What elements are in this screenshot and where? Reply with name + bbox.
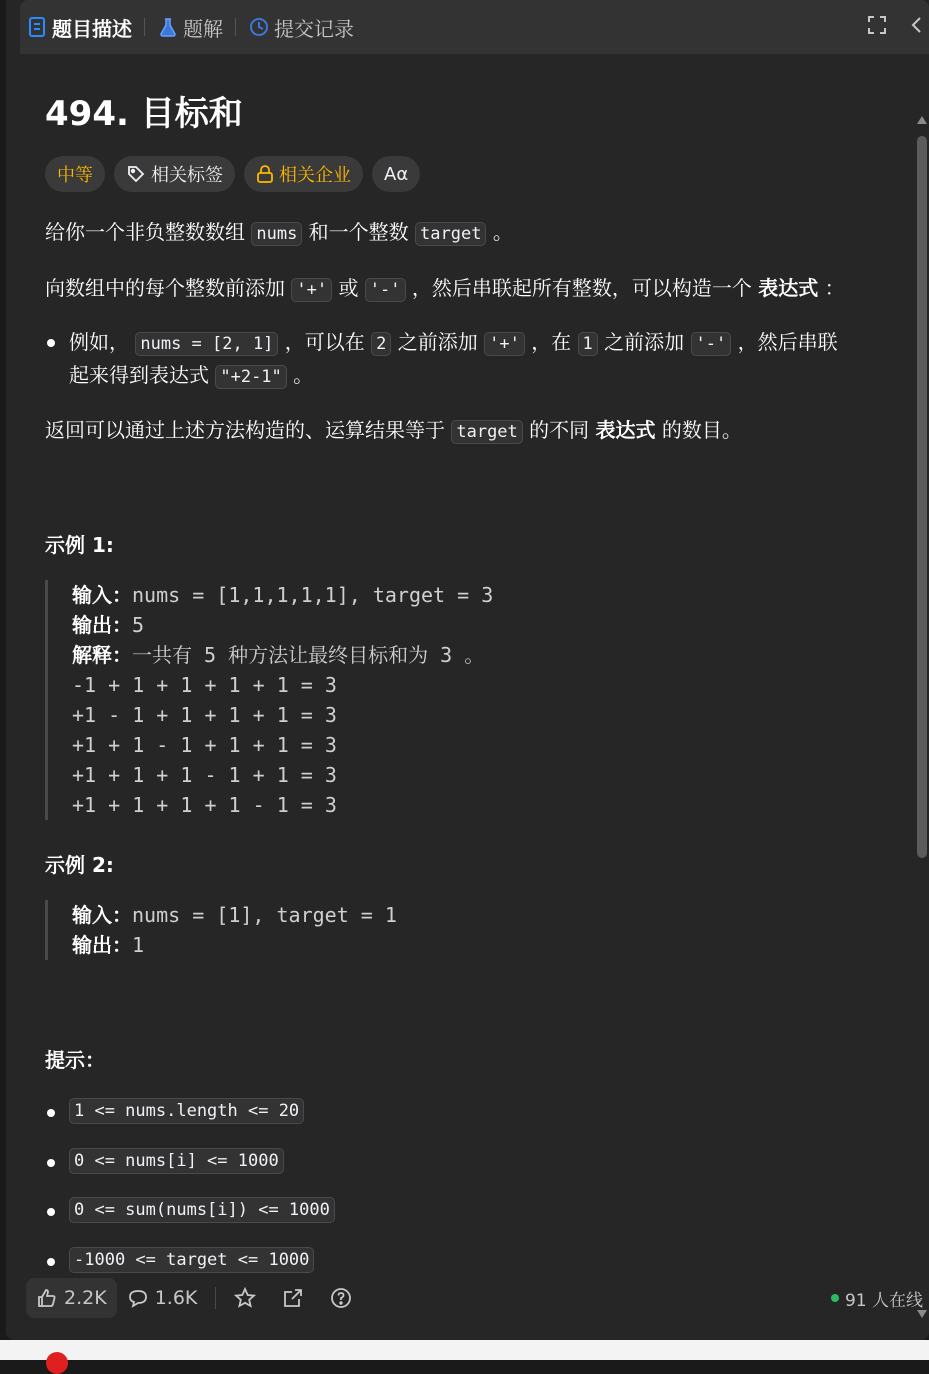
text: 之前添加: [604, 330, 685, 354]
tab-solutions[interactable]: [151, 0, 229, 54]
favorite-button[interactable]: [224, 1278, 272, 1318]
explain-line: +1 + 1 + 1 + 1 - 1 = 3: [72, 793, 337, 817]
inline-code: '-': [365, 278, 406, 302]
text: 。: [293, 363, 314, 387]
bullet-dot: [47, 1109, 55, 1117]
inline-code: 0 <= nums[i] <= 1000: [69, 1148, 284, 1174]
bullet-dot: [47, 339, 55, 347]
bold-text: 表达式: [758, 276, 819, 300]
inline-code: -1000 <= target <= 1000: [69, 1247, 314, 1273]
fullscreen-icon[interactable]: [867, 15, 887, 39]
inline-code: 1 <= nums.length <= 20: [69, 1098, 304, 1124]
scrollbar-thumb[interactable]: [917, 136, 927, 858]
text: 和一个整数: [308, 220, 409, 244]
text: 起来得到表达式: [69, 363, 209, 387]
related-tags-label: 相关标签: [151, 165, 223, 186]
output-label: 输出：: [72, 933, 132, 957]
bold-text: 表达式: [595, 418, 656, 442]
question-icon: [330, 1287, 352, 1309]
explain-line: -1 + 1 + 1 + 1 + 1 = 3: [72, 673, 337, 697]
online-label: 91 人在线: [844, 1290, 923, 1311]
inline-code: '+': [291, 278, 332, 302]
inline-code: '+': [484, 332, 525, 356]
description-paragraph-3: [45, 414, 742, 449]
text: 的不同: [529, 418, 590, 442]
related-tags-button[interactable]: [114, 156, 235, 192]
inline-code: nums: [251, 222, 302, 246]
tab-label: 题目描述: [52, 16, 132, 41]
flask-icon: [157, 16, 179, 38]
comments-button[interactable]: [117, 1278, 208, 1318]
inline-code: "+2-1": [215, 365, 286, 389]
inline-code: nums = [2, 1]: [135, 332, 278, 356]
share-button[interactable]: [272, 1278, 320, 1318]
inline-code: 1: [578, 332, 598, 356]
bullet-dot: [47, 1208, 55, 1216]
translate-icon: Aα: [384, 163, 409, 185]
related-companies-button[interactable]: [244, 156, 363, 192]
like-count: 2.2K: [64, 1287, 107, 1309]
text: 的数目。: [661, 418, 742, 442]
input-label: 输入：: [72, 583, 132, 607]
tab-description[interactable]: [20, 0, 138, 54]
tab-submissions[interactable]: [242, 0, 360, 54]
difficulty-badge: [45, 156, 105, 192]
text: 例如，: [69, 330, 129, 354]
description-paragraph-2: [45, 272, 845, 307]
inline-code: '-': [691, 332, 732, 356]
difficulty-label: 中等: [57, 165, 93, 186]
tab-divider: [144, 18, 145, 36]
text: 向数组中的每个整数前添加: [45, 276, 285, 300]
tag-row: [45, 156, 420, 192]
text: ，可以在: [284, 330, 365, 354]
inline-code: target: [415, 222, 486, 246]
like-button[interactable]: [26, 1278, 117, 1318]
inline-code: 2: [371, 332, 391, 356]
comment-count: 1.6K: [154, 1287, 198, 1309]
explain-value: 一共有 5 种方法让最终目标和为 3 。: [132, 643, 485, 667]
scrollbar[interactable]: [915, 54, 929, 1276]
output-value: 1: [132, 933, 145, 957]
lock-icon: [256, 164, 274, 184]
example-2-heading: 示例 2:: [45, 853, 114, 877]
explain-label: 解释：: [72, 643, 132, 667]
text: 返回可以通过上述方法构造的、运算结果等于: [45, 418, 445, 442]
font-toggle-button[interactable]: [372, 156, 420, 192]
constraints-heading: 提示：: [45, 1048, 105, 1072]
comment-icon: [127, 1287, 149, 1309]
text: ，在: [531, 330, 572, 354]
related-companies-label: 相关企业: [279, 165, 351, 186]
bullet-dot: [47, 1159, 55, 1167]
tab-label: 题解: [183, 16, 223, 41]
output-value: 5: [132, 613, 145, 637]
star-icon: [234, 1287, 256, 1309]
explain-line: +1 - 1 + 1 + 1 + 1 = 3: [72, 703, 337, 727]
text: 。: [492, 220, 513, 244]
online-status-dot: [831, 1294, 839, 1302]
toolbar-divider: [215, 1287, 216, 1309]
problem-content: [20, 54, 915, 1276]
share-icon: [282, 1287, 304, 1309]
help-button[interactable]: [320, 1278, 368, 1318]
tab-divider: [235, 18, 236, 36]
history-icon: [248, 16, 270, 38]
problem-panel: [6, 0, 929, 1340]
input-value: nums = [1,1,1,1,1], target = 3: [132, 583, 494, 607]
tab-label: 提交记录: [274, 16, 354, 41]
inline-code: 0 <= sum(nums[i]) <= 1000: [69, 1197, 335, 1223]
inline-code: target: [451, 420, 522, 444]
description-icon: [26, 16, 48, 38]
scroll-up-arrow-icon[interactable]: [917, 116, 927, 124]
text: 之前添加: [397, 330, 478, 354]
text: 或: [338, 276, 359, 300]
explain-line: +1 + 1 + 1 - 1 + 1 = 3: [72, 763, 337, 787]
collapse-icon[interactable]: [909, 15, 923, 39]
taskbar-strip: [0, 1340, 929, 1360]
text: ：: [824, 276, 845, 300]
tag-icon: [126, 164, 146, 184]
notification-dot-icon: [46, 1352, 68, 1374]
problem-title: 494. 目标和: [45, 94, 243, 134]
output-label: 输出：: [72, 613, 132, 637]
explain-line: +1 + 1 - 1 + 1 + 1 = 3: [72, 733, 337, 757]
description-paragraph-1: [45, 216, 513, 251]
example-2-block: [45, 900, 397, 960]
online-count: [831, 1276, 923, 1320]
text: ，然后串联: [737, 330, 838, 354]
example-1-heading: 示例 1:: [45, 533, 114, 557]
tab-bar: [20, 0, 929, 54]
text: ，然后串联起所有整数，可以构造一个: [411, 276, 752, 300]
bottom-toolbar: [20, 1276, 929, 1320]
thumbs-up-icon: [36, 1287, 58, 1309]
input-label: 输入：: [72, 903, 132, 927]
example-1-block: [45, 580, 493, 820]
bullet-dot: [47, 1258, 55, 1266]
text: 给你一个非负整数数组: [45, 220, 245, 244]
input-value: nums = [1], target = 1: [132, 903, 397, 927]
